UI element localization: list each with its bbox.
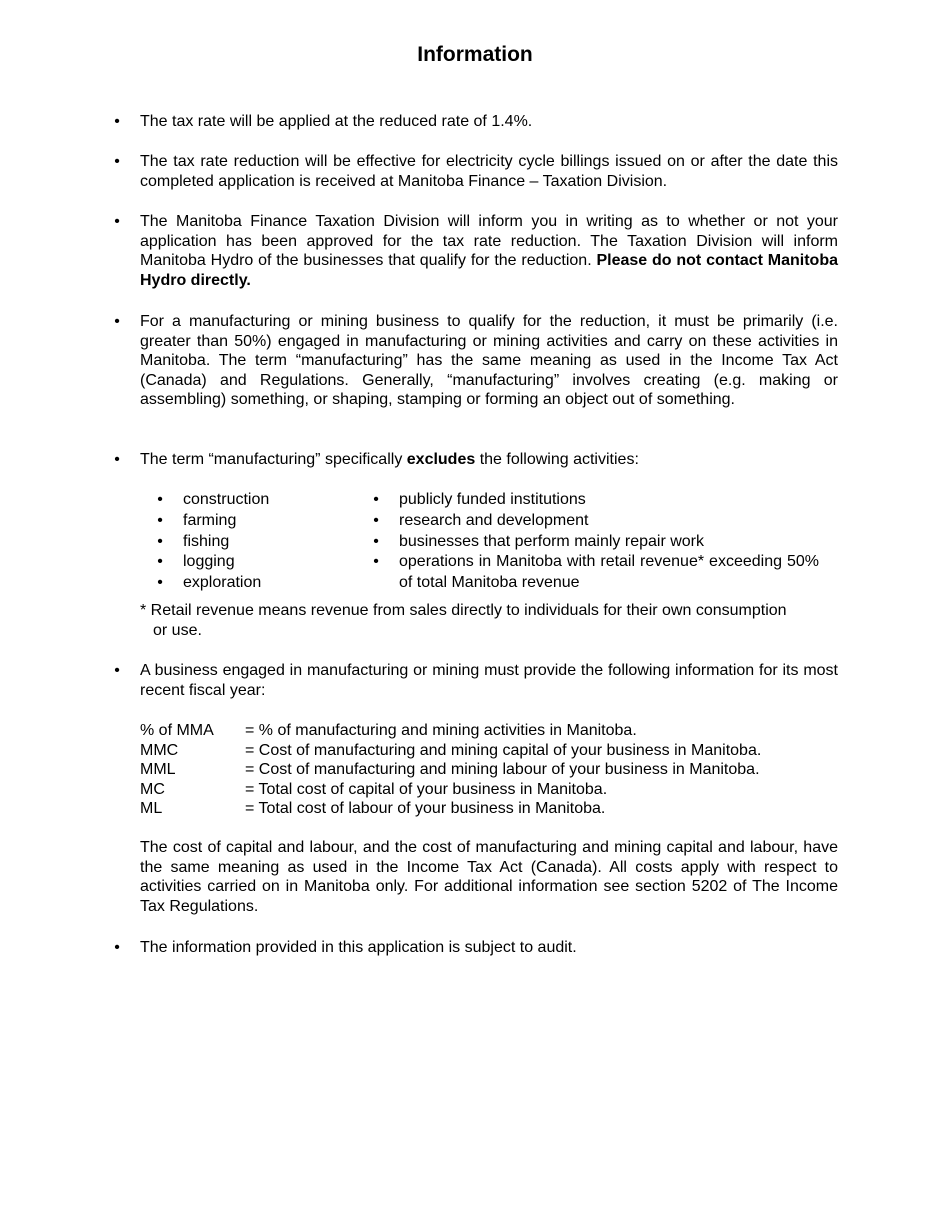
list-item bbox=[157, 573, 269, 594]
list-item bbox=[157, 511, 269, 532]
table-row bbox=[140, 799, 761, 819]
definitions-table bbox=[140, 721, 761, 819]
info-bullet-audit bbox=[114, 938, 838, 958]
table-row bbox=[140, 721, 761, 741]
bullet-text: The tax rate reduction will be effective for electricity cycle billings issued on or after the date this completed application is received at Manitoba Finance – Taxation Division. bbox=[140, 153, 838, 190]
bullet-icon: • bbox=[114, 313, 120, 330]
bullet-icon: • bbox=[157, 511, 163, 529]
definition-desc: = Total cost of labour of your business in Manitoba. bbox=[245, 800, 606, 818]
bullet-icon: • bbox=[114, 451, 120, 468]
list-item bbox=[373, 552, 819, 593]
exclusion-label: fishing bbox=[183, 532, 230, 550]
definition-desc: = % of manufacturing and mining activities in Manitoba. bbox=[245, 722, 637, 739]
list-item bbox=[157, 490, 270, 511]
exclusion-label: logging bbox=[183, 553, 235, 571]
definition-term: % of MMA bbox=[140, 722, 214, 739]
table-row bbox=[140, 760, 761, 780]
retail-footnote bbox=[140, 601, 838, 640]
list-item bbox=[373, 511, 819, 532]
definition-desc: = Total cost of capital of your business in Manitoba. bbox=[245, 780, 608, 798]
bullet-icon: • bbox=[373, 491, 379, 508]
bullet-text: The information provided in this application is subject to audit. bbox=[140, 939, 577, 956]
definition-term: MC bbox=[140, 780, 165, 798]
footnote-line: * Retail revenue means revenue from sales directly to individuals for their own consumption bbox=[140, 602, 787, 619]
exclusion-label: construction bbox=[183, 491, 270, 508]
bullet-icon: • bbox=[157, 532, 163, 550]
info-bullet-effective-date bbox=[114, 152, 838, 191]
info-bullet-exclusions bbox=[114, 450, 838, 470]
exclusion-label: research and development bbox=[399, 511, 589, 529]
bullet-icon: • bbox=[114, 113, 120, 130]
definition-desc: = Cost of manufacturing and mining labour of your business in Manitoba. bbox=[245, 761, 760, 779]
bullet-text: A business engaged in manufacturing or mining must provide the following information for its most recent fiscal year: bbox=[140, 662, 838, 699]
list-item bbox=[157, 532, 269, 553]
bullet-icon: • bbox=[114, 939, 120, 956]
bullet-text: The term “manufacturing” specifically bbox=[140, 451, 407, 468]
exclusion-label: businesses that perform mainly repair work bbox=[399, 532, 705, 550]
info-bullet-tax-rate bbox=[114, 112, 838, 132]
bullet-text: For a manufacturing or mining business to qualify for the reduction, it must be primarily (i.e. greater than 50%) engaged in manufacturing or mining activities and carry on these activities in Manitoba. The term “manufacturing” has the same meaning as used in the Income Tax Act (Canada) and Regulations. Generally, “manufacturing” involves creating (e.g. making or assembling) something, or shaping, stamping or forming an object out of something. bbox=[140, 313, 838, 409]
exclusion-label: operations in Manitoba with retail revenue* exceeding 50% of total Manitoba revenue bbox=[399, 553, 819, 591]
bullet-icon: • bbox=[114, 153, 120, 170]
footnote-line: or use. bbox=[153, 621, 202, 639]
bullet-text-post: the following activities: bbox=[475, 451, 639, 468]
bullet-icon: • bbox=[373, 511, 379, 529]
bullet-icon: • bbox=[157, 491, 163, 508]
bullet-icon: • bbox=[373, 553, 379, 571]
bullet-icon: • bbox=[373, 532, 379, 550]
bullet-icon: • bbox=[114, 662, 120, 679]
bullet-text: The tax rate will be applied at the reduced rate of 1.4%. bbox=[140, 113, 533, 130]
bullet-icon: • bbox=[157, 553, 163, 571]
list-item bbox=[373, 532, 819, 553]
table-row bbox=[140, 741, 761, 761]
info-bullet-qualification bbox=[114, 312, 838, 410]
bullet-bold-excludes: excludes bbox=[406, 451, 476, 468]
bullet-icon: • bbox=[114, 213, 120, 230]
page-title: Information bbox=[417, 43, 533, 66]
info-bullet-notification bbox=[114, 212, 839, 290]
bullet-bold-warning: Please do not contact Manitoba Hydro directly. bbox=[140, 252, 839, 289]
exclusion-label: farming bbox=[183, 511, 237, 529]
definition-term: MMC bbox=[140, 741, 179, 759]
cost-paragraph: The cost of capital and labour, and the cost of manufacturing and mining capital and labour, have the same meaning as used in the Income Tax Act (Canada). All costs apply with respect to activities carried on in Manitoba only. For additional information see section 5202 of The Income Tax Regulations. bbox=[140, 839, 838, 915]
table-row bbox=[140, 780, 761, 800]
list-item bbox=[157, 552, 269, 573]
info-bullet-required-info bbox=[114, 661, 838, 700]
bullet-text: The Manitoba Finance Taxation Division will inform you in writing as to whether or not your application has been approved for the tax rate reduction. The Taxation Division will inform Manitoba Hydro of the businesses that qualify for the reduction. bbox=[140, 213, 838, 270]
definition-term: ML bbox=[140, 800, 163, 818]
exclusions-left-list bbox=[157, 490, 270, 594]
definition-term: MML bbox=[140, 761, 176, 779]
list-item bbox=[373, 490, 819, 511]
definition-desc: = Cost of manufacturing and mining capital of your business in Manitoba. bbox=[245, 741, 762, 759]
exclusion-label: publicly funded institutions bbox=[399, 491, 586, 508]
bullet-icon: • bbox=[157, 574, 163, 592]
exclusions-right-list bbox=[373, 490, 819, 593]
exclusion-label: exploration bbox=[183, 574, 262, 592]
